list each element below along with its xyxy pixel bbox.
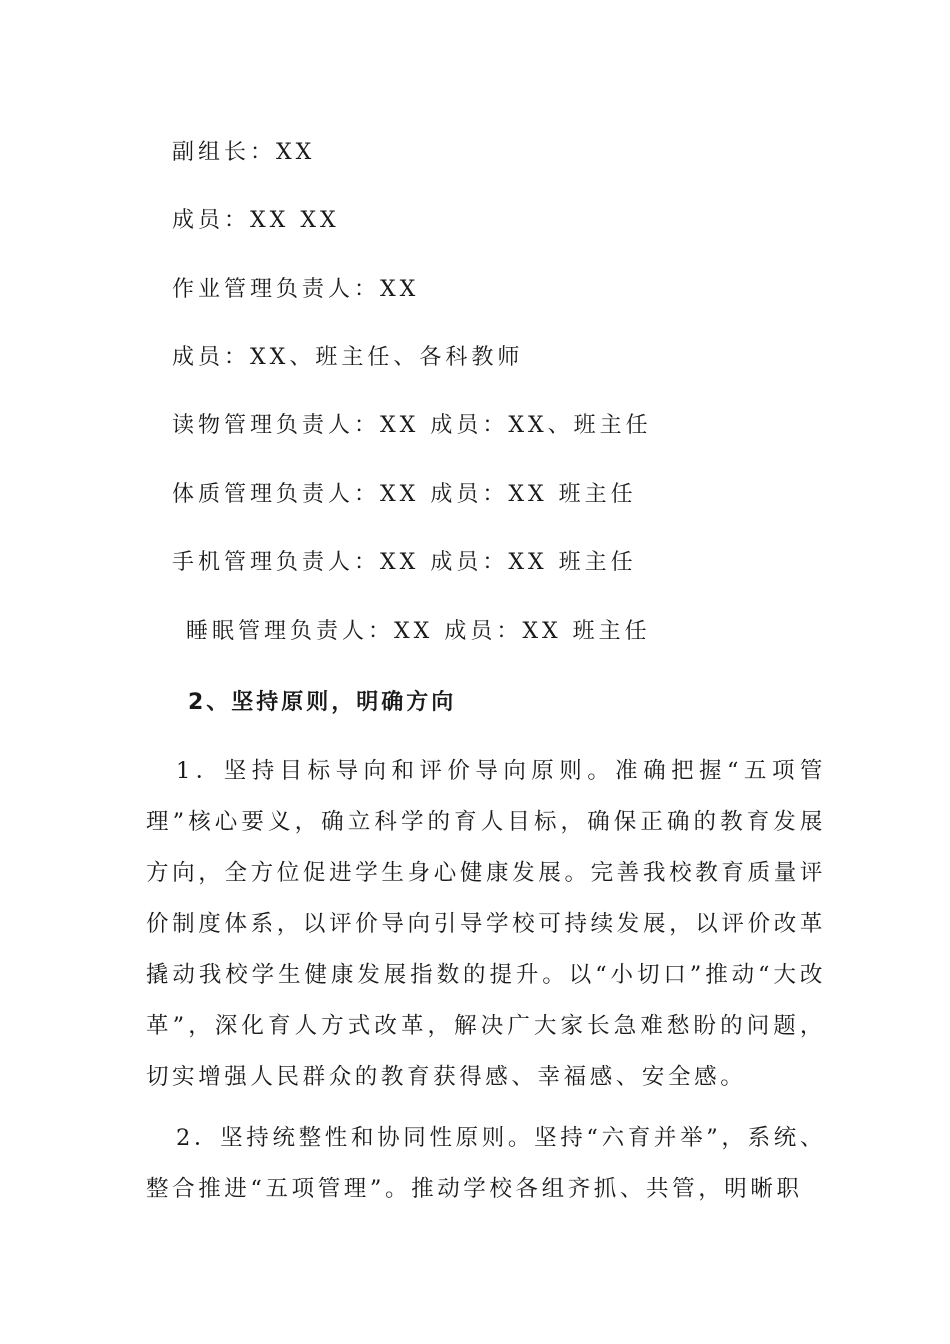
homework-members-line: 成员：XX、班主任、各科教师 bbox=[172, 345, 524, 370]
phone-lead-line: 手机管理负责人：XX 成员：XX 班主任 bbox=[172, 550, 637, 575]
paragraph-2: 2．坚持统整性和协同性原则。坚持“六育并举”，系统、整合推进“五项管理”。推动学校各组齐抓、共管，明晰职 bbox=[146, 1125, 826, 1202]
reading-lead-line: 读物管理负责人：XX 成员：XX、班主任 bbox=[172, 413, 652, 438]
fitness-lead-line: 体质管理负责人：XX 成员：XX 班主任 bbox=[172, 482, 637, 507]
deputy-leader-line: 副组长：XX bbox=[172, 140, 316, 165]
homework-lead-line: 作业管理负责人：XX bbox=[172, 277, 420, 302]
section-heading: 2、坚持原则，明确方向 bbox=[188, 690, 457, 715]
paragraph-1: 1．坚持目标导向和评价导向原则。准确把握“五项管理”核心要义，确立科学的育人目标，确保正确的教育发展方向，全方位促进学生身心健康发展。完善我校教育质量评价制度体系，以评价导向引导学校可持续发展，以评价改革撬动我校学生健康发展指数的提升。以“小切口”推动“大改革”，深化育人方式改革，解决广大家长急难愁盼的问题，切实增强人民群众的教育获得感、幸福感、安全感。 bbox=[146, 758, 826, 1090]
members-line: 成员：XX XX bbox=[172, 208, 340, 233]
sleep-lead-line: 睡眠管理负责人：XX 成员：XX 班主任 bbox=[186, 619, 651, 644]
